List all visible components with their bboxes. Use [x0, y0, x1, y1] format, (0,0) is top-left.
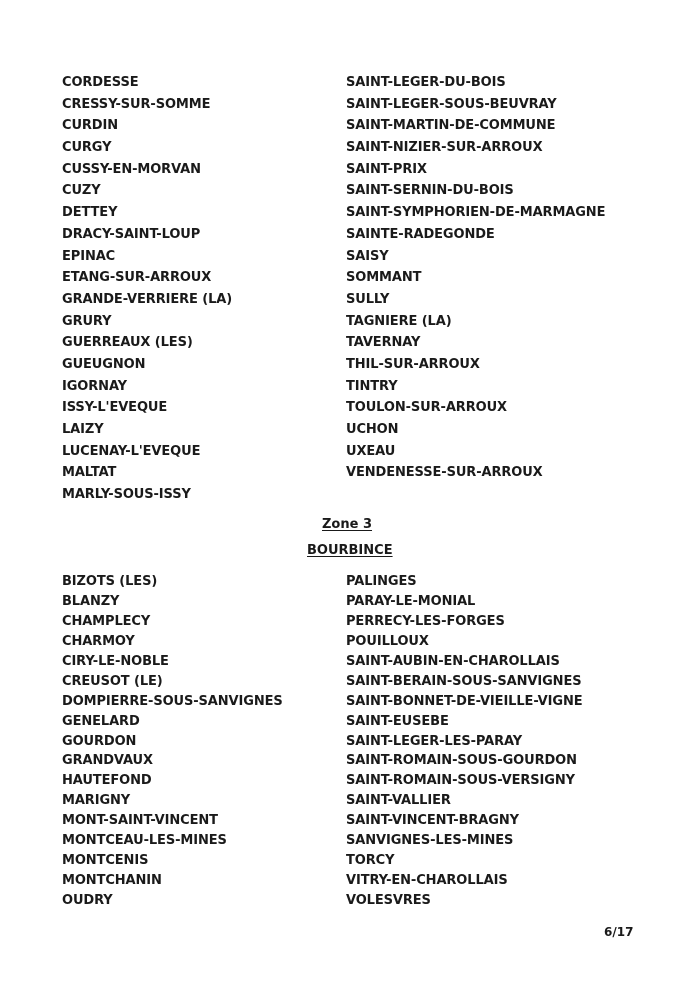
commune-name: CURDIN [62, 118, 119, 134]
zone-title: Zone 3 [322, 517, 373, 532]
commune-name: SAINTE-RADEGONDE [346, 226, 495, 242]
commune-name: LAIZY [62, 422, 104, 437]
commune-name: TOULON-SUR-ARROUX [346, 400, 507, 416]
commune-list-left [62, 76, 232, 510]
commune-name: ISSY-L'EVEQUE [62, 400, 168, 416]
commune-name: SAINT-SYMPHORIEN-DE-MARMAGNE [346, 205, 606, 221]
commune-name: SULLY [346, 291, 390, 307]
commune-name: BIZOTS (LES) [62, 574, 158, 589]
page-number: 6/17 [604, 925, 634, 939]
commune-name: SAINT-AUBIN-EN-CHAROLLAIS [346, 653, 560, 669]
commune-name: GRURY [62, 313, 112, 329]
commune-name: CUSSY-EN-MORVAN [62, 161, 201, 177]
commune-name: BLANZY [62, 593, 120, 609]
commune-name: MONTCEAU-LES-MINES [62, 833, 227, 849]
commune-name: THIL-SUR-ARROUX [346, 356, 480, 372]
commune-name: SAINT-LEGER-LES-PARAY [346, 733, 523, 749]
commune-name: CREUSOT (LE) [62, 673, 163, 689]
commune-name: VITRY-EN-CHAROLLAIS [346, 873, 508, 889]
bourbince-list-right [346, 575, 583, 914]
commune-name: DETTEY [62, 205, 118, 221]
commune-name: SAINT-PRIX [346, 161, 427, 177]
commune-name: SAINT-NIZIER-SUR-ARROUX [346, 140, 543, 156]
commune-name: CIRY-LE-NOBLE [62, 653, 169, 669]
commune-name: HAUTEFOND [62, 773, 152, 789]
commune-name: MALTAT [62, 465, 117, 481]
commune-name: VOLESVRES [346, 893, 431, 908]
commune-name: CORDESSE [62, 75, 139, 90]
bourbince-list-left [62, 575, 283, 914]
commune-name: TAVERNAY [346, 335, 421, 351]
commune-name: MONTCHANIN [62, 873, 162, 889]
commune-name: SAINT-LEGER-DU-BOIS [346, 75, 506, 90]
commune-name: CHAMPLECY [62, 613, 151, 629]
commune-name: GOURDON [62, 733, 137, 749]
commune-name: POUILLOUX [346, 633, 429, 649]
commune-name: GRANDVAUX [62, 753, 153, 769]
commune-name: VENDENESSE-SUR-ARROUX [346, 465, 543, 481]
commune-name: PERRECY-LES-FORGES [346, 613, 505, 629]
commune-name: DOMPIERRE-SOUS-SANVIGNES [62, 693, 283, 709]
commune-name: MONTCENIS [62, 853, 149, 869]
commune-name: CRESSY-SUR-SOMME [62, 96, 211, 112]
commune-name: EPINAC [62, 248, 116, 264]
commune-name: UXEAU [346, 443, 396, 459]
commune-name: SAISY [346, 248, 389, 264]
commune-name: UCHON [346, 422, 399, 437]
commune-name: GUERREAUX (LES) [62, 335, 193, 351]
commune-name: SOMMANT [346, 270, 422, 286]
commune-name: TORCY [346, 853, 395, 869]
commune-name: SAINT-LEGER-SOUS-BEUVRAY [346, 96, 557, 112]
commune-name: SAINT-SERNIN-DU-BOIS [346, 183, 514, 199]
commune-name: MARLY-SOUS-ISSY [62, 487, 191, 503]
commune-name: TAGNIERE (LA) [346, 313, 452, 329]
commune-name: LUCENAY-L'EVEQUE [62, 443, 201, 459]
commune-name: MARIGNY [62, 793, 131, 809]
area-title: BOURBINCE [307, 543, 393, 558]
commune-name: GUEUGNON [62, 356, 146, 372]
commune-name: ETANG-SUR-ARROUX [62, 270, 212, 286]
commune-name: PALINGES [346, 574, 417, 589]
commune-name: SAINT-VINCENT-BRAGNY [346, 813, 519, 829]
commune-name: CURGY [62, 140, 112, 156]
commune-name: SAINT-ROMAIN-SOUS-VERSIGNY [346, 773, 575, 789]
commune-name: SANVIGNES-LES-MINES [346, 833, 514, 849]
commune-name: SAINT-VALLIER [346, 793, 451, 809]
commune-list-right [346, 76, 605, 488]
commune-name: CUZY [62, 183, 101, 199]
commune-name: SAINT-ROMAIN-SOUS-GOURDON [346, 753, 577, 769]
commune-name: SAINT-BONNET-DE-VIEILLE-VIGNE [346, 693, 583, 709]
commune-name: SAINT-MARTIN-DE-COMMUNE [346, 118, 556, 134]
commune-name: SAINT-BERAIN-SOUS-SANVIGNES [346, 673, 582, 689]
commune-name: IGORNAY [62, 378, 127, 394]
commune-name: PARAY-LE-MONIAL [346, 593, 476, 609]
commune-name: DRACY-SAINT-LOUP [62, 226, 201, 242]
commune-name: MONT-SAINT-VINCENT [62, 813, 218, 829]
commune-name: GENELARD [62, 713, 140, 729]
commune-name: GRANDE-VERRIERE (LA) [62, 291, 233, 307]
commune-name: CHARMOY [62, 633, 135, 649]
commune-name: TINTRY [346, 378, 398, 394]
commune-name: SAINT-EUSEBE [346, 713, 449, 729]
commune-name: OUDRY [62, 893, 113, 908]
